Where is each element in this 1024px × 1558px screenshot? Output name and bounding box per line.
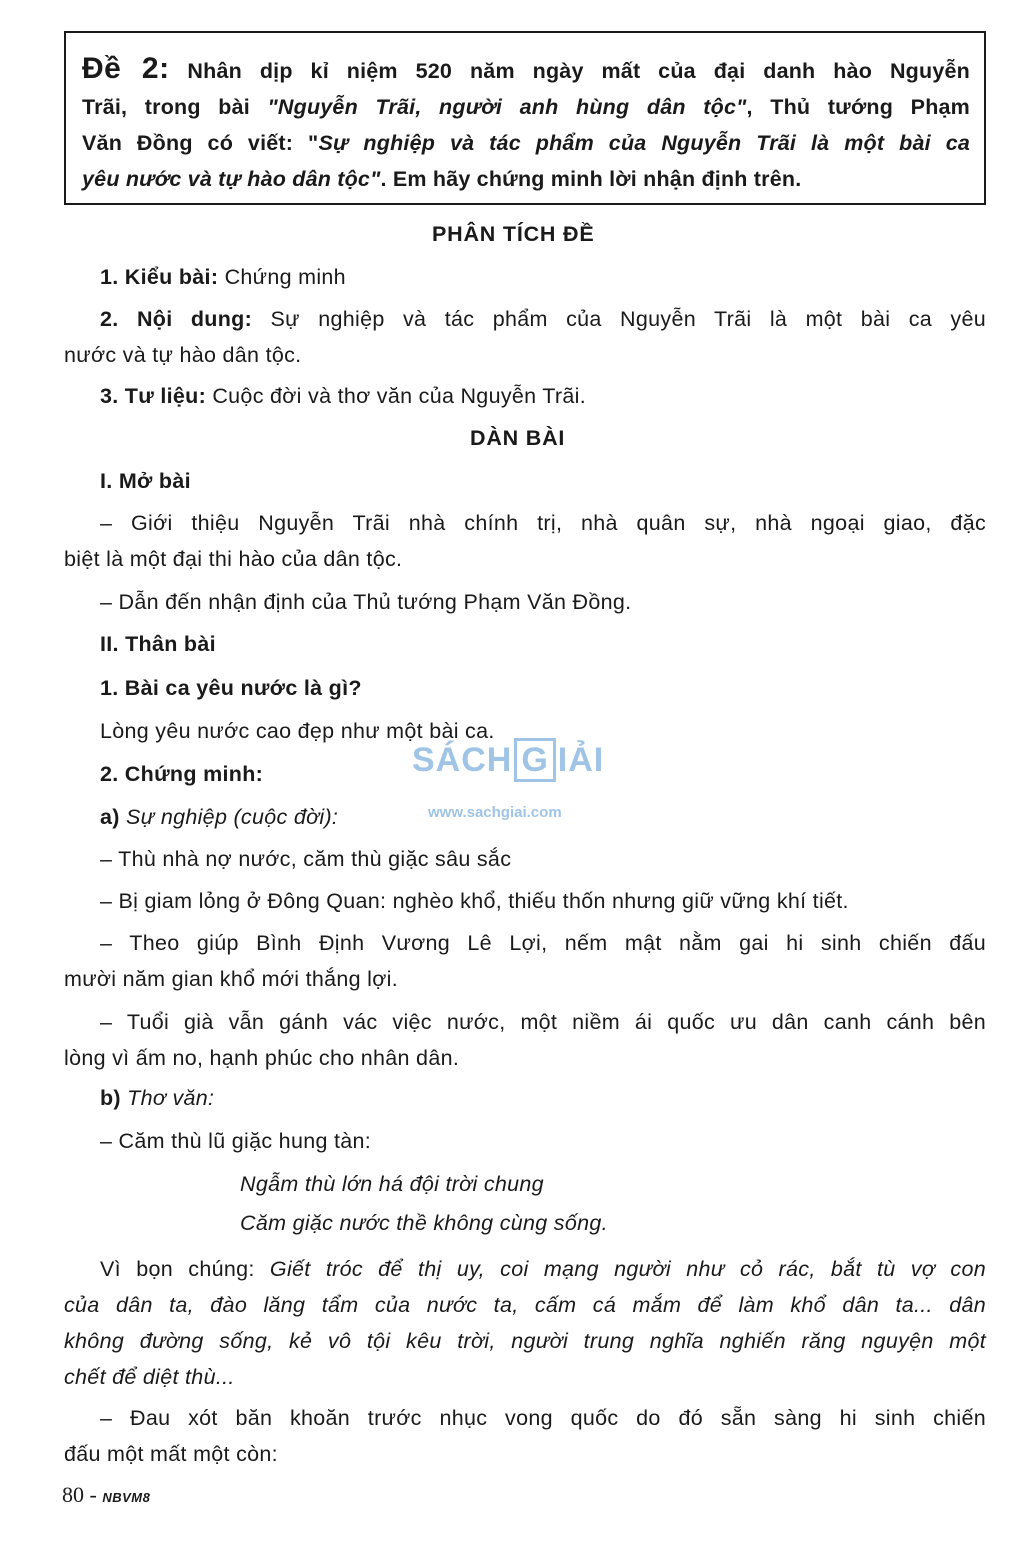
analysis-content: 2. Nội dung: Sự nghiệp và tác phẩm của Nguyễn Trãi là một bài ca yêu nước và tự hào dân tộc. <box>64 307 986 367</box>
question-1-answer: Lòng yêu nước cao đẹp như một bài ca. <box>100 719 495 743</box>
prompt-label: Đề 2: <box>82 52 170 85</box>
verse-line-1: Ngẫm thù lớn há đội trời chung <box>240 1172 544 1196</box>
prompt-line-2: Trãi, trong bài "Nguyễn Trãi, người anh hùng dân tộc", Thủ tướng Phạm <box>82 95 970 119</box>
analysis-type: 1. Kiểu bài: Chứng minh <box>100 265 346 289</box>
watermark-brand: SÁCH G IẢI <box>412 738 604 782</box>
question-1: 1. Bài ca yêu nước là gì? <box>100 676 362 700</box>
part-b-item-2: – Đau xót băn khoăn trước nhục vong quốc do đó sẵn sàng hi sinh chiến đấu một mất một còn: <box>64 1406 986 1466</box>
analysis-heading: PHÂN TÍCH ĐỀ <box>432 222 595 246</box>
part-b-item-1: – Căm thù lũ giặc hung tàn: <box>100 1129 372 1153</box>
part-a-heading: a) Sự nghiệp (cuộc đời): <box>100 805 339 829</box>
body-heading: II. Thân bài <box>100 632 216 656</box>
prompt-line-1: Đề 2: Nhân dịp kỉ niệm 520 năm ngày mất của đại danh hào Nguyễn <box>82 52 970 85</box>
watermark-url: www.sachgiai.com <box>428 804 562 821</box>
question-2: 2. Chứng minh: <box>100 762 264 786</box>
intro-item-2: – Dẫn đến nhận định của Thủ tướng Phạm Văn Đồng. <box>100 590 632 614</box>
part-a-item-1: – Thù nhà nợ nước, căm thù giặc sâu sắc <box>100 847 512 871</box>
part-a-item-3: – Theo giúp Bình Định Vương Lê Lợi, nếm mật nằm gai hi sinh chiến đấu mười năm gian khổ mới thắng lợi. <box>64 931 986 991</box>
intro-heading: I. Mở bài <box>100 469 191 493</box>
part-a-item-4: – Tuổi già vẫn gánh vác việc nước, một niềm ái quốc ưu dân canh cánh bên lòng vì ấm no, hạnh phúc cho nhân dân. <box>64 1010 986 1070</box>
part-b-heading: b) Thơ văn: <box>100 1086 215 1110</box>
verse-line-2: Căm giặc nước thề không cùng sống. <box>240 1211 608 1235</box>
analysis-material: 3. Tư liệu: Cuộc đời và thơ văn của Nguyễn Trãi. <box>100 384 586 408</box>
quote-paragraph: Vì bọn chúng: Giết tróc để thị uy, coi mạng người như cỏ rác, bắt tù vợ con của dân ta, đào lăng tẩm của nước ta, cấm cá mắm để làm khổ dân ta... dân không đường sống, kẻ vô tội kêu trời, người trung nghĩa nghiến răng nguyện một chết để diệt thù... <box>64 1257 986 1389</box>
prompt-line-4: yêu nước và tự hào dân tộc". Em hãy chứng minh lời nhận định trên. <box>82 167 802 191</box>
intro-item-1: – Giới thiệu Nguyễn Trãi nhà chính trị, nhà quân sự, nhà ngoại giao, đặc biệt là một đại thi hào của dân tộc. <box>64 511 986 571</box>
essay-prompt-box <box>64 31 986 205</box>
prompt-line-3: Văn Đồng có viết: "Sự nghiệp và tác phẩm của Nguyễn Trãi là một bài ca <box>82 131 971 155</box>
page-number: 80 <box>62 1482 84 1507</box>
outline-heading: DÀN BÀI <box>470 426 566 450</box>
watermark-logo <box>412 738 617 830</box>
part-a-item-2: – Bị giam lỏng ở Đông Quan: nghèo khổ, thiếu thốn nhưng giữ vững khí tiết. <box>100 889 849 913</box>
page-footer: 80 - NBVM8 <box>62 1482 151 1507</box>
book-code: NBVM8 <box>102 1490 151 1505</box>
